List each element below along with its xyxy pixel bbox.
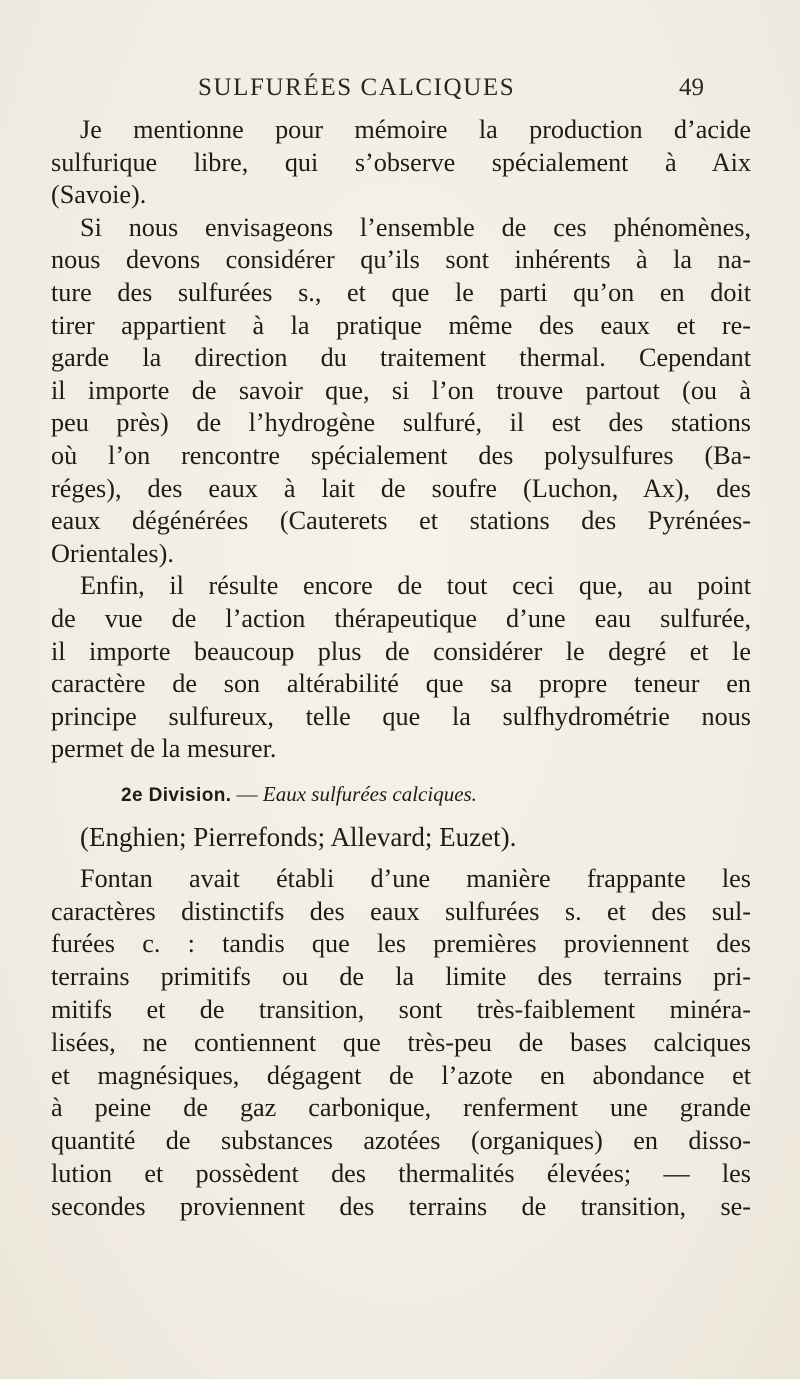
text-line: lisées, ne contiennent que très-peu de bases calciques xyxy=(51,1027,751,1057)
text-line: tirer appartient à la pratique même des eaux et re- xyxy=(51,310,751,340)
running-title: SULFURÉES CALCIQUES xyxy=(198,74,516,101)
text-line: Fontan avait établi d’une manière frappante les xyxy=(80,863,751,893)
division-label: 2e Division. xyxy=(121,784,232,806)
text-line: et magnésiques, dégagent de l’azote en abondance et xyxy=(51,1060,751,1090)
text-line: caractères distinctifs des eaux sulfurées s. et des sul- xyxy=(51,896,751,926)
section-heading xyxy=(51,779,751,811)
text-line: secondes proviennent des terrains de transition, se- xyxy=(51,1191,751,1221)
text-line: quantité de substances azotées (organiques) en disso- xyxy=(51,1126,751,1156)
text-line: de vue de l’action thérapeutique d’une eau sulfurée, xyxy=(51,603,751,633)
text-line: principe sulfureux, telle que la sulfhydrométrie nous xyxy=(51,701,751,731)
paragraph xyxy=(51,114,751,212)
text-line: (Savoie). xyxy=(51,180,147,210)
text-line: il importe de savoir que, si l’on trouve partout (ou à xyxy=(51,375,751,405)
text-line: il importe beaucoup plus de considérer le degré et le xyxy=(51,636,751,666)
text-line: où l’on rencontre spécialement des polysulfures (Ba- xyxy=(51,440,751,470)
text-line: Je mentionne pour mémoire la production d’acide xyxy=(80,115,751,144)
body-text xyxy=(51,114,751,1224)
text-line: ture des sulfurées s., et que le parti qu’on en doit xyxy=(51,277,751,307)
heading-dash: — xyxy=(231,781,263,806)
text-line: Enfin, il résulte encore de tout ceci que, au point xyxy=(80,571,751,601)
text-line: sulfurique libre, qui s’observe spécialement à Aix xyxy=(51,147,751,177)
places-list: (Enghien; Pierrefonds; Allevard; Euzet). xyxy=(80,821,517,852)
text-line: peu près) de l’hydrogène sulfuré, il est des stations xyxy=(51,408,751,438)
text-line: garde la direction du traitement thermal. Cependant xyxy=(51,343,751,373)
text-line: Si nous envisageons l’ensemble de ces phénomènes, xyxy=(80,212,751,242)
page-number: 49 xyxy=(679,74,704,101)
text-line: lution et possèdent des thermalités élevées; — les xyxy=(51,1159,751,1189)
division-subtitle: Eaux sulfurées calciques. xyxy=(262,781,477,806)
text-line: furées c. : tandis que les premières proviennent des xyxy=(51,929,751,959)
text-line: eaux dégénérées (Cauterets et stations des Pyrénées- xyxy=(51,506,751,536)
paragraph xyxy=(51,212,751,571)
paragraph xyxy=(51,570,751,766)
running-head xyxy=(0,74,800,114)
text-line: Orientales). xyxy=(51,538,174,568)
paragraph xyxy=(51,863,751,1224)
text-line: permet de la mesurer. xyxy=(51,734,277,764)
text-line: caractère de son altérabilité que sa propre teneur en xyxy=(51,669,751,699)
text-line: réges), des eaux à lait de soufre (Luchon, Ax), des xyxy=(51,473,751,503)
text-line: mitifs et de transition, sont très-faiblement minéra- xyxy=(51,995,751,1025)
text-line: à peine de gaz carbonique, renferment une grande xyxy=(51,1093,751,1123)
text-line: terrains primitifs ou de la limite des terrains pri- xyxy=(51,962,751,992)
text-line: nous devons considérer qu’ils sont inhérents à la na- xyxy=(51,245,751,275)
